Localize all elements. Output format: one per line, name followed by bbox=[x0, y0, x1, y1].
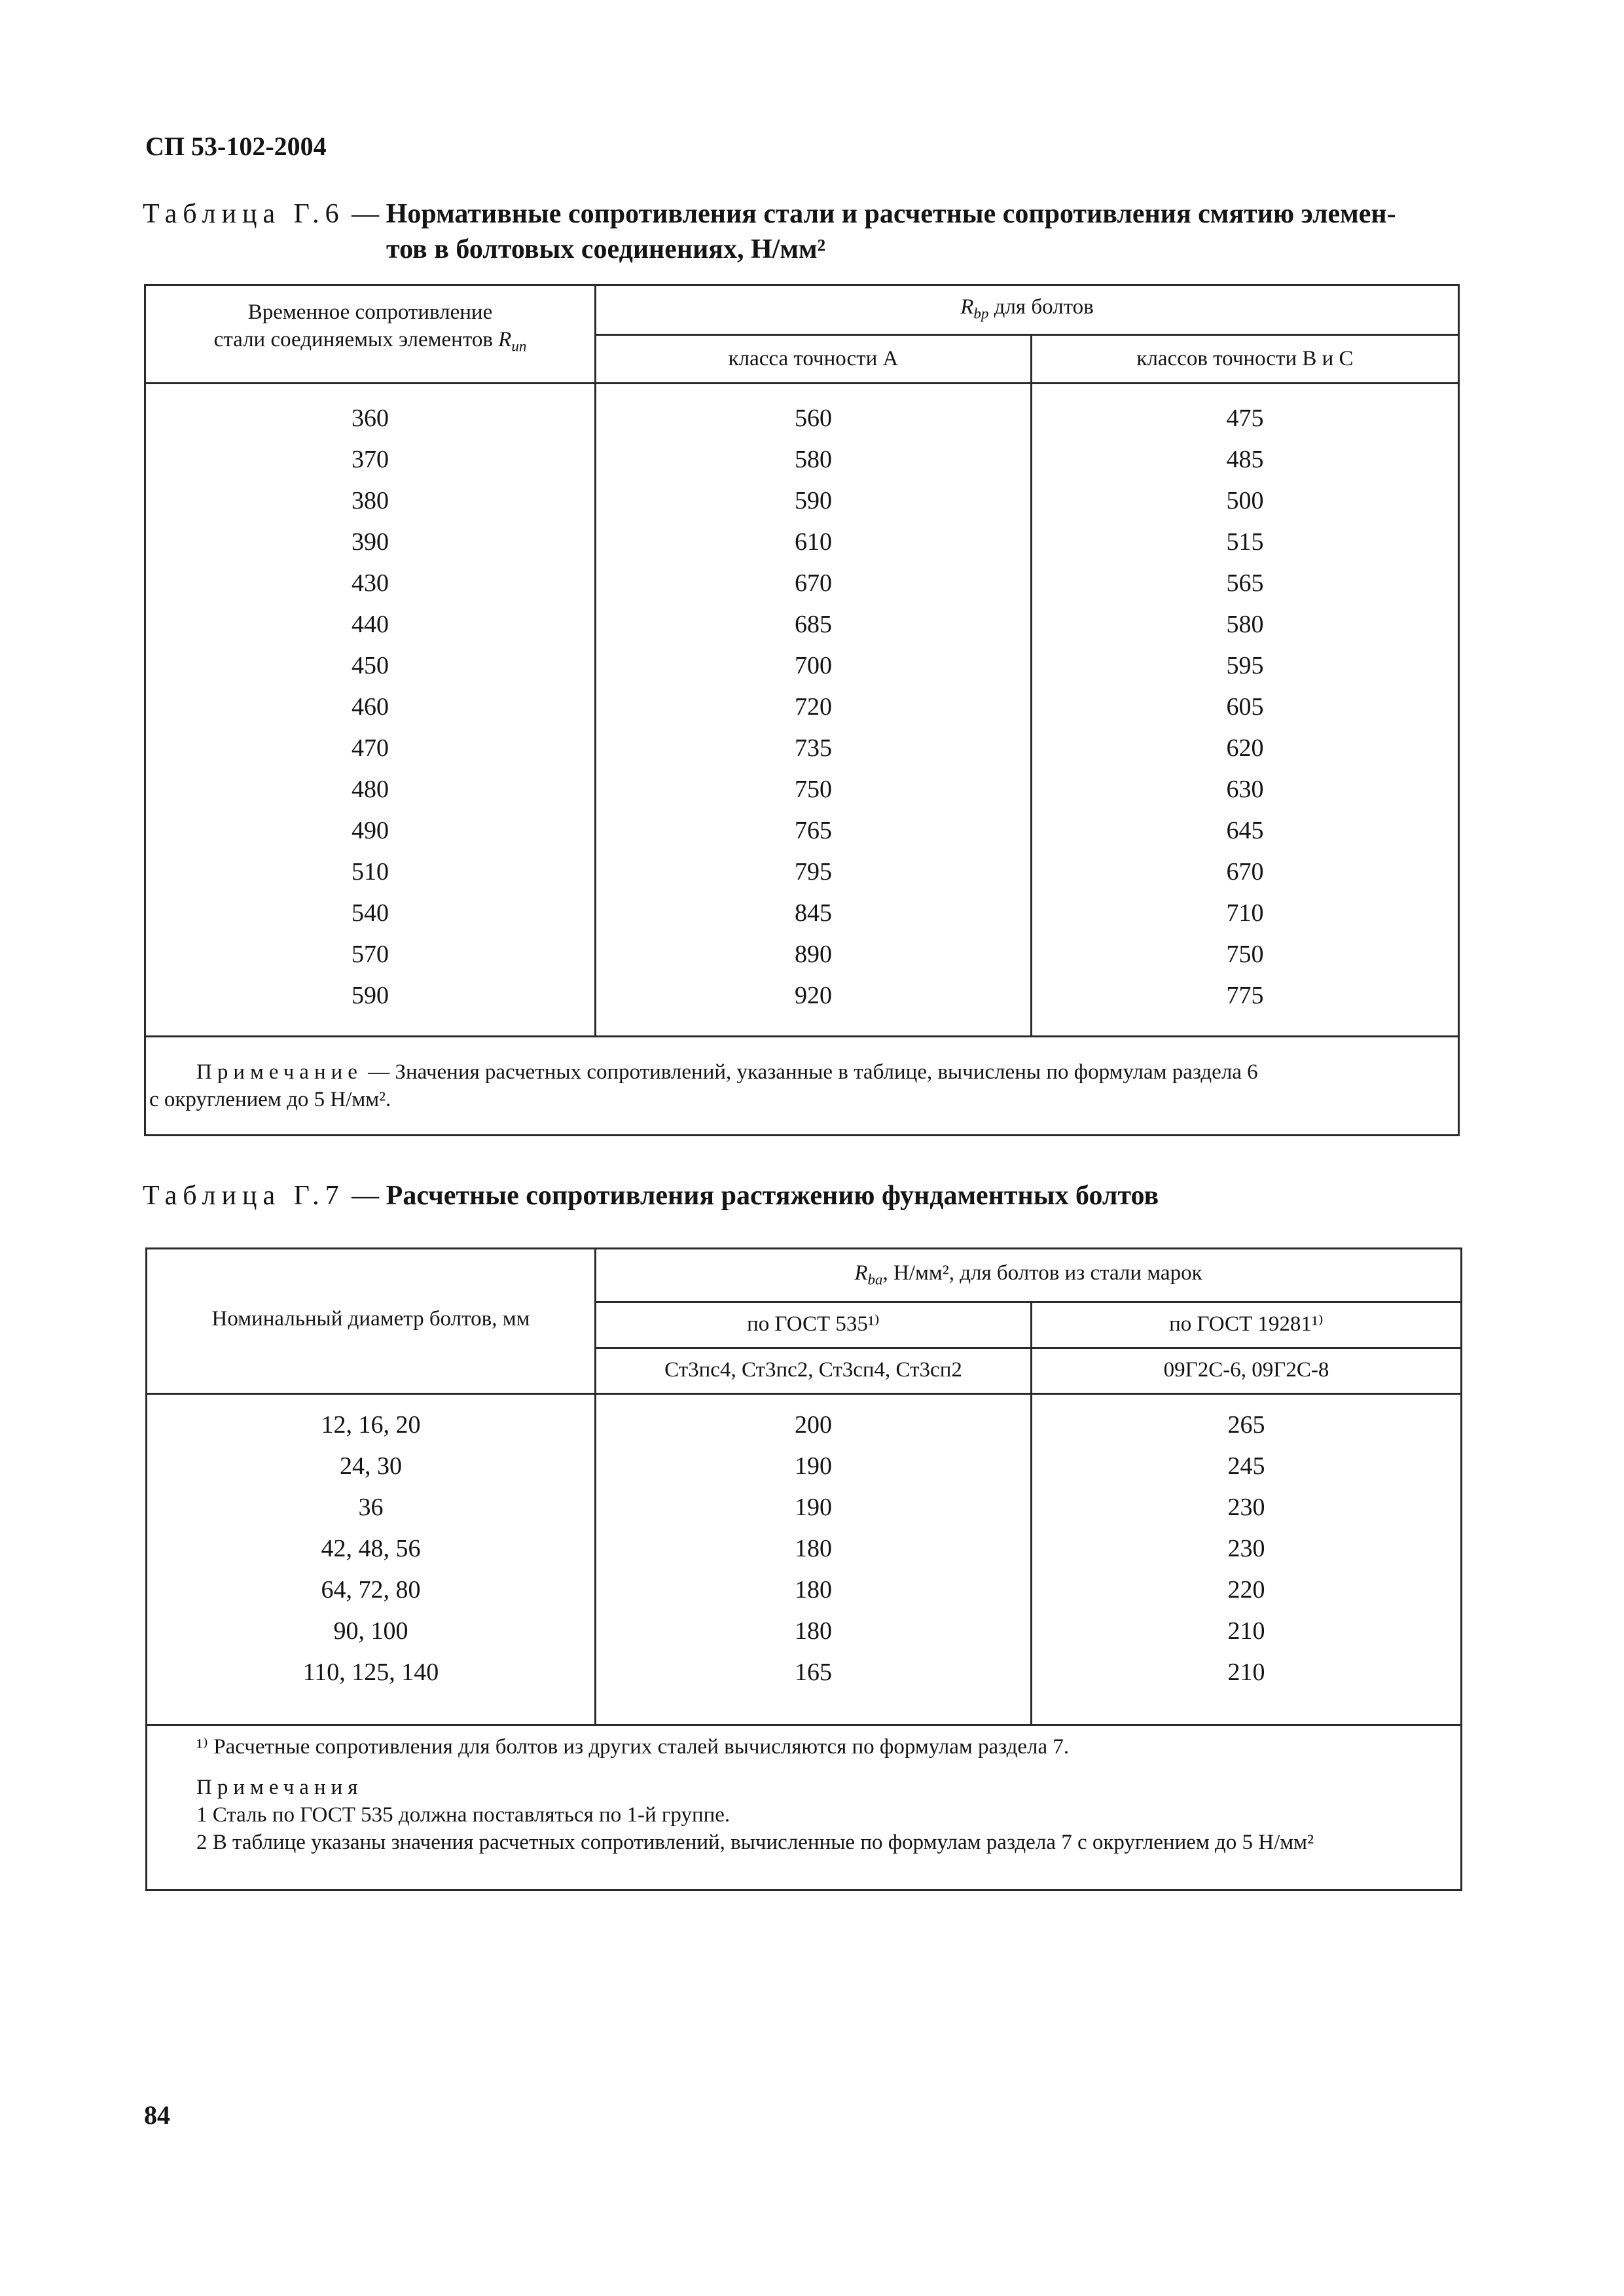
table-cell: 720 bbox=[795, 693, 832, 721]
table-g7-dash: — bbox=[352, 1181, 380, 1211]
table-cell: 670 bbox=[1226, 858, 1264, 886]
table-cell: 565 bbox=[1226, 569, 1264, 597]
table-cell: 64, 72, 80 bbox=[321, 1576, 421, 1604]
table-g6-note bbox=[196, 1058, 1453, 1086]
table-g6-note-line2: с округлением до 5 Н/мм². bbox=[149, 1088, 391, 1111]
table-g6-header-rule bbox=[144, 382, 1460, 384]
table-cell: 610 bbox=[795, 528, 832, 556]
table-cell: 775 bbox=[1226, 982, 1264, 1009]
table-cell: 460 bbox=[352, 693, 389, 721]
table-cell: 24, 30 bbox=[340, 1452, 402, 1480]
table-cell: 440 bbox=[352, 611, 389, 638]
table-g6-label: Таблица Г.6 bbox=[143, 199, 345, 229]
table-g7-group-header-text: , Н/мм², для болтов из стали марок bbox=[882, 1261, 1202, 1285]
table-cell: 42, 48, 56 bbox=[321, 1535, 421, 1562]
table-g6-col1-header-line1: Временное сопротивление bbox=[247, 300, 493, 324]
table-cell: 210 bbox=[1227, 1659, 1265, 1686]
table-cell: 390 bbox=[352, 528, 389, 556]
table-cell: 890 bbox=[795, 941, 832, 968]
table-g6-col2-header: класса точности А bbox=[728, 347, 899, 370]
table-g6-col1-symbol-sub: un bbox=[511, 338, 527, 355]
table-cell: 685 bbox=[795, 611, 832, 638]
table-g6-col1 bbox=[146, 398, 594, 1016]
table-g6-col1-header-line2 bbox=[146, 326, 594, 361]
table-g7-label: Таблица Г.7 bbox=[143, 1181, 345, 1211]
table-g7-col3 bbox=[1032, 1405, 1460, 1693]
page-number: 84 bbox=[144, 2100, 170, 2130]
table-g6-col1-header-text: стали соединяемых элементов bbox=[213, 328, 493, 351]
table-g6-note-label: Примечание bbox=[196, 1060, 363, 1084]
table-g7-group-symbol-letter: R bbox=[854, 1261, 868, 1285]
table-g7-group-symbol-sub: ba bbox=[867, 1271, 883, 1288]
table-g7-col2-subheader: Ст3пс4, Ст3пс2, Ст3сп4, Ст3сп2 bbox=[664, 1358, 962, 1382]
document-code: СП 53-102-2004 bbox=[145, 132, 327, 161]
table-cell: 430 bbox=[352, 569, 389, 597]
table-cell: 220 bbox=[1227, 1576, 1265, 1604]
table-cell: 590 bbox=[795, 487, 832, 514]
table-cell: 700 bbox=[795, 652, 832, 679]
table-g6-col2 bbox=[596, 398, 1030, 1016]
table-cell: 230 bbox=[1227, 1535, 1265, 1562]
table-g6-col1-header bbox=[146, 298, 594, 361]
table-cell: 540 bbox=[352, 899, 389, 927]
table-cell: 515 bbox=[1226, 528, 1264, 556]
table-g7-col2 bbox=[596, 1405, 1030, 1693]
table-g7-col3-header: по ГОСТ 19281¹⁾ bbox=[1169, 1312, 1324, 1336]
table-cell: 510 bbox=[352, 858, 389, 886]
table-g7-note-1: 1 Сталь по ГОСТ 535 должна поставляться по 1-й группе. bbox=[196, 1803, 731, 1827]
table-cell: 190 bbox=[795, 1452, 832, 1480]
table-cell: 180 bbox=[795, 1617, 832, 1645]
table-cell: 795 bbox=[795, 858, 832, 886]
table-g6-group-rule bbox=[594, 334, 1460, 336]
table-g6-note-rule bbox=[144, 1035, 1460, 1037]
table-cell: 165 bbox=[795, 1659, 832, 1686]
table-g6-group-header-text: для болтов bbox=[994, 295, 1094, 319]
table-g7-subheader-rule bbox=[594, 1347, 1462, 1349]
table-cell: 480 bbox=[352, 776, 389, 803]
table-cell: 560 bbox=[795, 404, 832, 432]
table-g7-caption bbox=[143, 1178, 1471, 1213]
table-cell: 370 bbox=[352, 446, 389, 473]
table-cell: 380 bbox=[352, 487, 389, 514]
table-g7-group-header bbox=[596, 1259, 1460, 1294]
table-g7-footnote: ¹⁾ Расчетные сопротивления для болтов из других сталей вычисляются по формулам раздела 7. bbox=[196, 1735, 1070, 1759]
table-g6-title-line1: Нормативные сопротивления стали и расчетные сопротивления смятию элемен- bbox=[386, 199, 1396, 229]
table-cell: 245 bbox=[1227, 1452, 1265, 1480]
table-g7-note-2: 2 В таблице указаны значения расчетных сопротивлений, вычисленные по формулам раздела 7 с округлением до 5 Н/мм² bbox=[196, 1831, 1314, 1854]
table-g6-dash: — bbox=[352, 199, 380, 229]
table-cell: 360 bbox=[352, 404, 389, 432]
table-g7-col3-subheader: 09Г2С-6, 09Г2С-8 bbox=[1163, 1358, 1329, 1382]
table-cell: 750 bbox=[795, 776, 832, 803]
table-cell: 190 bbox=[795, 1494, 832, 1521]
table-cell: 580 bbox=[795, 446, 832, 473]
table-cell: 735 bbox=[795, 734, 832, 762]
table-g7-col1 bbox=[147, 1405, 594, 1693]
table-cell: 620 bbox=[1226, 734, 1264, 762]
table-g7-col1-header: Номинальный диаметр болтов, мм bbox=[211, 1307, 530, 1331]
table-g6-group-symbol bbox=[960, 295, 989, 322]
table-g7-header-rule bbox=[145, 1393, 1462, 1395]
table-cell: 570 bbox=[352, 941, 389, 968]
table-cell: 470 bbox=[352, 734, 389, 762]
table-g6-note-text: — Значения расчетных сопротивлений, указанные в таблице, вычислены по формулам раздела 6 bbox=[368, 1060, 1258, 1084]
table-cell: 580 bbox=[1226, 611, 1264, 638]
table-cell: 590 bbox=[352, 982, 389, 1009]
table-cell: 36 bbox=[358, 1494, 384, 1521]
table-cell: 210 bbox=[1227, 1617, 1265, 1645]
table-cell: 475 bbox=[1226, 404, 1264, 432]
table-cell: 485 bbox=[1226, 446, 1264, 473]
table-cell: 630 bbox=[1226, 776, 1264, 803]
table-g6-group-symbol-letter: R bbox=[960, 295, 974, 319]
table-cell: 200 bbox=[795, 1411, 832, 1439]
table-cell: 645 bbox=[1226, 817, 1264, 844]
table-cell: 180 bbox=[795, 1576, 832, 1604]
table-g6-caption bbox=[143, 196, 1471, 267]
table-g7-col2-header: по ГОСТ 535¹⁾ bbox=[747, 1312, 880, 1336]
table-g7-title: Расчетные сопротивления растяжению фундаментных болтов bbox=[386, 1181, 1159, 1211]
table-cell: 110, 125, 140 bbox=[302, 1659, 439, 1686]
table-cell: 230 bbox=[1227, 1494, 1265, 1521]
table-cell: 920 bbox=[795, 982, 832, 1009]
table-cell: 670 bbox=[795, 569, 832, 597]
table-cell: 605 bbox=[1226, 693, 1264, 721]
table-g7-note-rule bbox=[145, 1724, 1462, 1726]
table-g6-col1-symbol-letter: R bbox=[498, 328, 512, 351]
table-cell: 765 bbox=[795, 817, 832, 844]
table-g6-title-line2: тов в болтовых соединениях, Н/мм² bbox=[386, 234, 826, 264]
table-cell: 710 bbox=[1226, 899, 1264, 927]
table-g7-notes-label: Примечания bbox=[196, 1776, 363, 1799]
table-g6-group-header bbox=[596, 293, 1458, 328]
table-cell: 12, 16, 20 bbox=[321, 1411, 421, 1439]
table-cell: 90, 100 bbox=[333, 1617, 408, 1645]
table-cell: 180 bbox=[795, 1535, 832, 1562]
table-cell: 500 bbox=[1226, 487, 1264, 514]
table-cell: 450 bbox=[352, 652, 389, 679]
table-cell: 845 bbox=[795, 899, 832, 927]
table-g6-col3-header: классов точности В и С bbox=[1136, 347, 1354, 370]
table-g6-col3 bbox=[1032, 398, 1458, 1016]
table-g6-group-symbol-sub: bp bbox=[973, 305, 989, 322]
table-g6-col1-symbol bbox=[498, 328, 527, 355]
table-cell: 750 bbox=[1226, 941, 1264, 968]
table-cell: 265 bbox=[1227, 1411, 1265, 1439]
table-cell: 595 bbox=[1226, 652, 1264, 679]
table-cell: 490 bbox=[352, 817, 389, 844]
table-g7-group-symbol bbox=[854, 1261, 883, 1288]
table-g7-group-rule bbox=[594, 1301, 1462, 1303]
